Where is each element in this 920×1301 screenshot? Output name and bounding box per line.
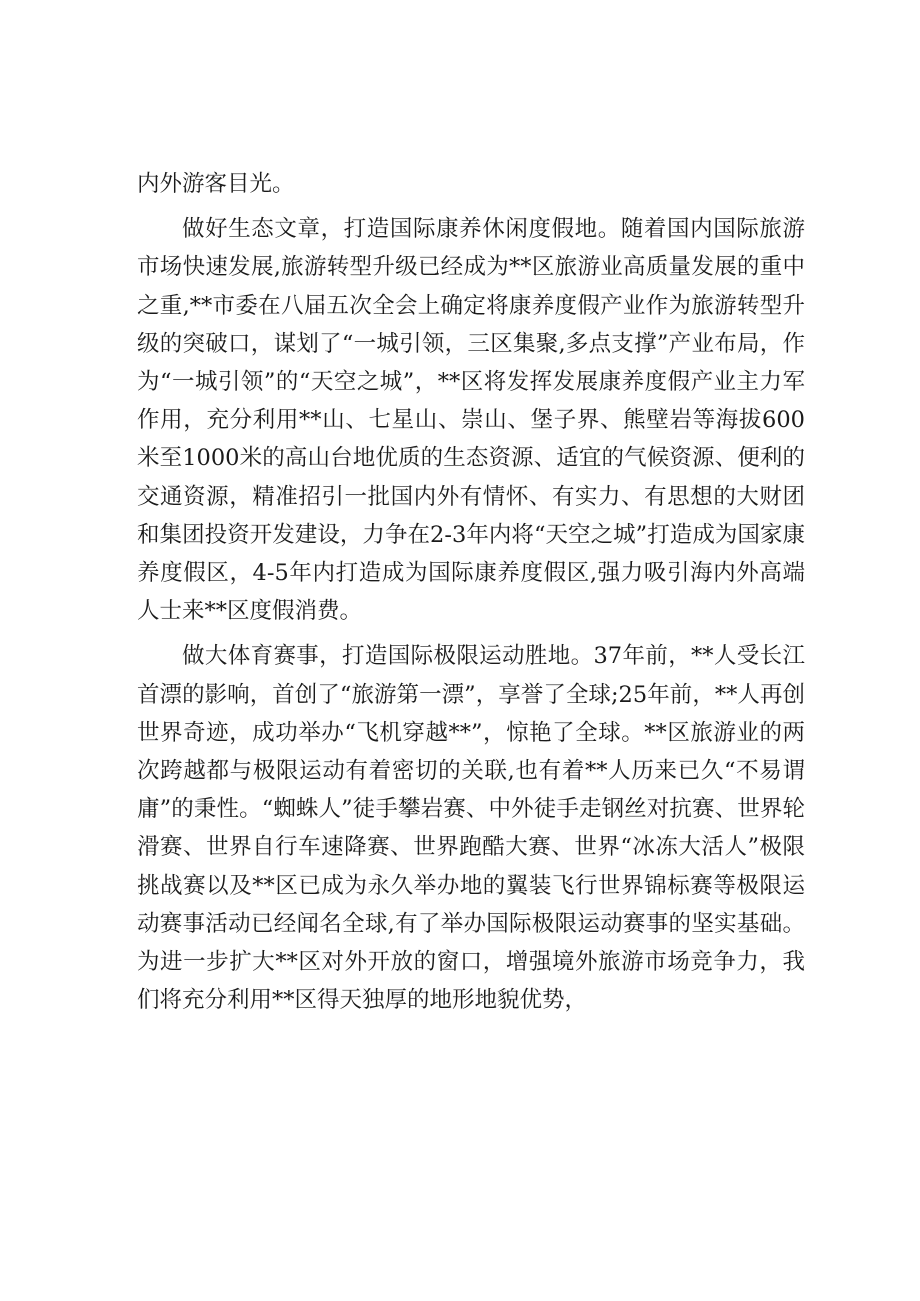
document-body xyxy=(137,165,805,1026)
paragraph-extreme-sports: 做大体育赛事，打造国际极限运动胜地。37年前，**人受长江首漂的影响，首创了“旅游第一漂”，享誉了全球;25年前，**人再创世界奇迹，成功举办“飞机穿越**”，惊艳了全球。**区旅游业的两次跨越都与极限运动有着密切的关联,也有着**人历来已久“不易谓庸”的秉性。“蜘蛛人”徒手攀岩赛、中外徒手走钢丝对抗赛、世界轮滑赛、世界自行车速降赛、世界跑酷大赛、世界“冰冻大活人”极限挑战赛以及**区已成为永久举办地的翼装飞行世界锦标赛等极限运动赛事活动已经闻名全球,有了举办国际极限运动赛事的坚实基础。为进一步扩大**区对外开放的窗口，增强境外旅游市场竞争力，我们将充分利用**区得天独厚的地形地貌优势， xyxy=(137,643,805,1014)
paragraph-continuation: 内外游客目光。 xyxy=(137,171,295,197)
paragraph-eco-tourism: 做好生态文章，打造国际康养休闲度假地。随着国内国际旅游市场快速发展,旅游转型升级已经成为**区旅游业高质量发展的重中之重,**市委在八届五次全会上确定将康养度假产业作为旅游转型升级的突破口，谋划了“一城引领，三区集聚,多点支撑”产业布局，作为“一城引领”的“天空之城”，**区将发挥发展康养度假产业主力军作用，充分利用**山、七星山、崇山、堡子界、熊壁岩等海拔600米至1000米的高山台地优质的生态资源、适宜的气候资源、便利的交通资源，精准招引一批国内外有情怀、有实力、有思想的大财团和集团投资开发建设，力争在2-3年内将“天空之城”打造成为国家康养度假区，4-5年内打造成为国际康养度假区,强力吸引海内外高端人士来**区度假消费。 xyxy=(137,216,805,625)
